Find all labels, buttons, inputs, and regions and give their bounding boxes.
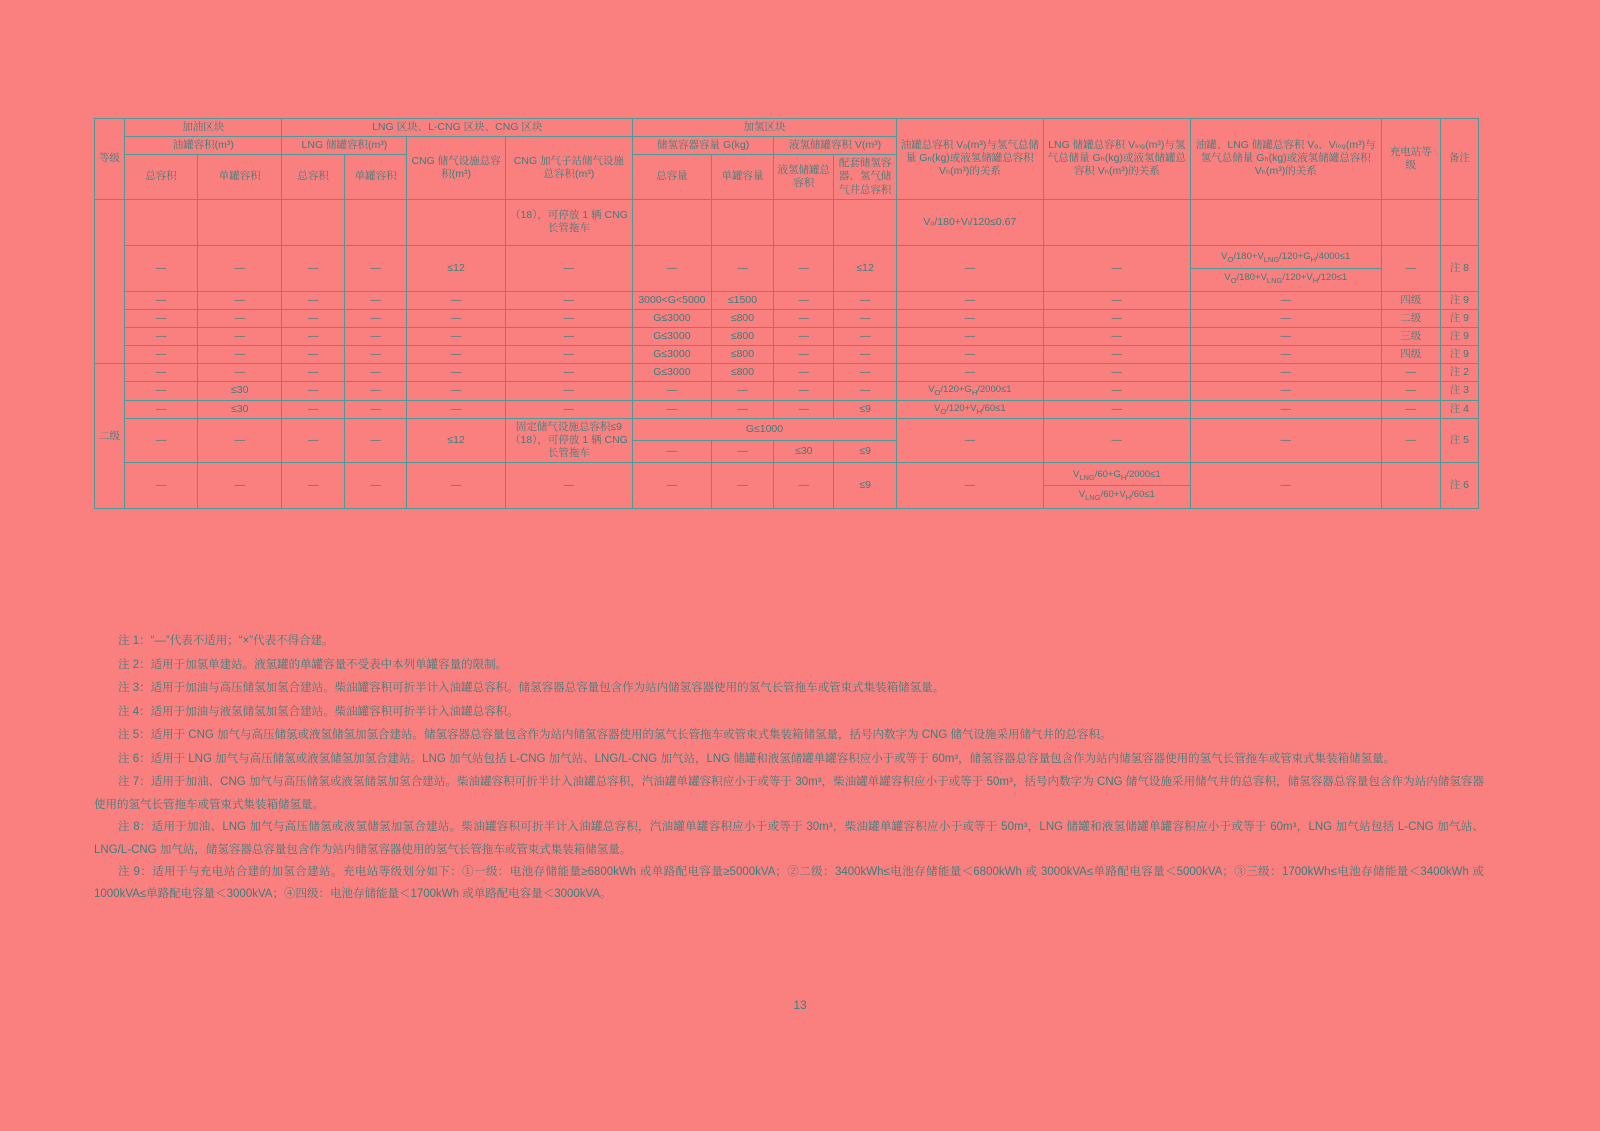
- table-row: [95, 245, 1479, 291]
- cell-h-single: [711, 199, 773, 245]
- cell-oil-total: —: [125, 346, 198, 364]
- cell-oil-total: —: [125, 245, 198, 291]
- cell-lng-total: —: [282, 346, 344, 364]
- cell-charging-grade: —: [1381, 364, 1440, 382]
- cell-lh-total-2: ≤30: [774, 440, 834, 462]
- cell-rel-lng-line1: $V_{LNG}/60+G_H/2000\le 1$: [1044, 466, 1190, 486]
- note-item: 注 2：适用于加氢单建站。液氢罐的单罐容量不受表中本列单罐容量的限制。: [118, 658, 508, 671]
- header-hydrogen-total: 总容量: [633, 155, 712, 199]
- header-group-gas: LNG 区块、L-CNG 区块、CNG 区块: [282, 119, 633, 137]
- cell-oil-single: ≤30: [197, 382, 281, 400]
- cell-lng-total: —: [282, 382, 344, 400]
- cell-h-single: ≤800: [711, 309, 773, 327]
- cell-lng-single: —: [344, 245, 406, 291]
- cell-lh-total: —: [774, 327, 834, 345]
- cell-cng-sub: —: [505, 346, 632, 364]
- header-hydrogen-single: 单罐容量: [711, 155, 773, 199]
- cell-lng-single: —: [344, 291, 406, 309]
- cell-lh-aux: ≤9: [834, 400, 896, 418]
- cell-oil-single: —: [197, 327, 281, 345]
- cell-rel-oil: —: [896, 327, 1043, 345]
- cell-rel-oil: Vₒ/180+Vₗ/120≤0.67: [896, 199, 1043, 245]
- cell-charging-grade: —: [1381, 245, 1440, 291]
- cell-rel-all-line1: $V_O/180+V_{LNG}/120+G_H/4000\le 1$: [1191, 248, 1381, 268]
- note-item: 注 8：适用于加油、LNG 加气与高压储氢或液氢储氢加氢合建站。柴油罐容积可折半计入油罐总容积，汽油罐单罐容积应小于或等于 30m³，柴油罐单罐容积应小于或等于 50m³，LNG 储罐和液氢储罐单罐容积应小于或等于 60m³，LNG 加气站包括 L-CNG 加气站、LNG/L-CNG 加气站，储氢容器总容量包含作为站内储氢容器使用的氢气长管拖车或管束式集装箱储氢量。: [94, 821, 1484, 856]
- table-row: [95, 291, 1479, 309]
- note-item: 注 5：适用于 CNG 加气与高压储氢或液氢储氢加氢合建站。储氢容器总容量包含作为站内储氢容器使用的氢气长管拖车或管束式集装箱储氢量，括号内数字为 CNG 储气设施采用储气井的总容积。: [118, 729, 1112, 742]
- cell-lng-single: —: [344, 400, 406, 418]
- cell-oil-total: —: [125, 309, 198, 327]
- table-row: [95, 418, 1479, 440]
- cell-charging-grade: 二级: [1381, 309, 1440, 327]
- cell-h-total-2: —: [633, 440, 712, 462]
- cell-rel-lng: [1043, 199, 1190, 245]
- cell-lh-aux: —: [834, 291, 896, 309]
- header-rel-lng-hydrogen: LNG 储罐总容积 Vₗₙ₉(m³)与氢气总储量 Gₕ(kg)或液氢储罐总容积 Vₕ(m³)的关系: [1043, 119, 1190, 200]
- cell-oil-single: —: [197, 245, 281, 291]
- cell-cng-station: —: [407, 400, 505, 418]
- cell-remark: 注 5: [1440, 418, 1478, 462]
- cell-cng-sub: —: [505, 463, 632, 509]
- table-row: [95, 309, 1479, 327]
- cell-rel-oil: —: [896, 463, 1043, 509]
- cell-cng-station: [407, 199, 505, 245]
- cell-h-total: G≤3000: [633, 364, 712, 382]
- cell-lng-single: [344, 199, 406, 245]
- cell-remark: 注 2: [1440, 364, 1478, 382]
- spec-table-wrapper: [94, 118, 1479, 509]
- cell-remark: 注 9: [1440, 291, 1478, 309]
- cell-lh-aux: —: [834, 346, 896, 364]
- cell-remark: [1440, 199, 1478, 245]
- cell-rel-all-line2: $V_O/180+V_{LNG}/120+V_H/120\le 1$: [1224, 271, 1348, 285]
- header-remark: 备注: [1440, 119, 1478, 200]
- header-oil-total: 总容积: [125, 155, 198, 199]
- table-row: [95, 327, 1479, 345]
- cell-charging-grade: [1381, 463, 1440, 509]
- cell-h-total: —: [633, 245, 712, 291]
- cell-rel-all: —: [1190, 418, 1381, 462]
- cell-cng-station: —: [407, 346, 505, 364]
- header-lng-single: 单罐容积: [344, 155, 406, 199]
- cell-h-single-2: —: [711, 440, 773, 462]
- cell-charging-grade: —: [1381, 418, 1440, 462]
- cell-oil-single: —: [197, 346, 281, 364]
- cell-charging-grade: —: [1381, 400, 1440, 418]
- cell-rel-all: —: [1190, 291, 1381, 309]
- cell-rel-all: —: [1190, 400, 1381, 418]
- table-row: [95, 382, 1479, 400]
- header-oil-single: 单罐容积: [197, 155, 281, 199]
- cell-lh-total: —: [774, 463, 834, 509]
- header-group-hydrogen: 加氢区块: [633, 119, 897, 137]
- cell-lh-total: —: [774, 400, 834, 418]
- cell-lng-total: —: [282, 463, 344, 509]
- cell-charging-grade: 三级: [1381, 327, 1440, 345]
- cell-oil-single: [197, 199, 281, 245]
- cell-rel-lng: —: [1043, 364, 1190, 382]
- cell-oil-single: ≤30: [197, 400, 281, 418]
- cell-cng-sub: —: [505, 309, 632, 327]
- cell-oil-total: —: [125, 418, 198, 462]
- cell-rel-lng: —: [1043, 245, 1190, 291]
- note-item: 注 9：适用于与充电站合建的加氢合建站。充电站等级划分如下：①一级：电池存储能量≥6800kWh 或单路配电容量≥5000kVA；②二级：3400kWh≤电池存储能量＜6800kWh 或 3000kVA≤单路配电容量＜5000kVA；③三级：1700kWh≤电池存储能量＜3400kWh 或 1000kVA≤单路配电容量＜3000kVA；④四级：电池存储能量＜1700kWh 或单路配电容量＜3000kVA。: [94, 866, 1484, 901]
- cell-lh-total: —: [774, 245, 834, 291]
- header-hydrogen-container: 储氢容器容量 G(kg): [633, 137, 774, 155]
- cell-rel-all: —: [1190, 327, 1381, 345]
- cell-lh-aux: —: [834, 364, 896, 382]
- cell-lng-single: —: [344, 327, 406, 345]
- station-spec-table: [94, 118, 1479, 509]
- cell-rel-lng: —: [1043, 346, 1190, 364]
- cell-remark: 注 9: [1440, 346, 1478, 364]
- note-item: 注 6：适用于 LNG 加气与高压储氢或液氢储氢加氢合建站。LNG 加气站包括 L-CNG 加气站、LNG/L-CNG 加气站，LNG 储罐和液氢储罐单罐容积应小于或等于 60m³，储氢容器总容量包含作为站内储氢容器使用的氢气长管拖车或管束式集装箱储氢量。: [118, 752, 1396, 765]
- cell-lng-total: —: [282, 364, 344, 382]
- cell-oil-total: —: [125, 291, 198, 309]
- cell-lh-total: —: [774, 309, 834, 327]
- cell-rel-lng: —: [1043, 382, 1190, 400]
- header-cng-station-volume: CNG 储气设施总容积(m³): [407, 137, 505, 200]
- cell-lh-aux-2: ≤9: [834, 440, 896, 462]
- cell-oil-single: —: [197, 291, 281, 309]
- cell-lng-single: —: [344, 463, 406, 509]
- cell-h-total: G≤3000: [633, 309, 712, 327]
- cell-cng-station: —: [407, 291, 505, 309]
- cell-lh-aux: —: [834, 327, 896, 345]
- cell-h-total: —: [633, 382, 712, 400]
- cell-lh-aux: ≤12: [834, 245, 896, 291]
- cell-h-total: 3000<G<5000: [633, 291, 712, 309]
- cell-lh-total: [774, 199, 834, 245]
- cell-cng-sub: 固定储气设施总容积≤9（18），可停放 1 辆 CNG 长管拖车: [505, 418, 632, 462]
- cell-cng-sub: —: [505, 245, 632, 291]
- cell-rel-lng: —: [1043, 291, 1190, 309]
- cell-rel-all: [1190, 245, 1381, 291]
- cell-lh-total: —: [774, 291, 834, 309]
- header-lh-aux: 配套储氢容器、氢气储气井总容积: [834, 155, 896, 199]
- cell-rel-all: —: [1190, 382, 1381, 400]
- cell-rel-all: [1190, 199, 1381, 245]
- header-oil-tank-volume: 油罐容积(m³): [125, 137, 282, 155]
- cell-lng-total: —: [282, 245, 344, 291]
- cell-lng-single: —: [344, 382, 406, 400]
- cell-oil-total: —: [125, 400, 198, 418]
- cell-lh-aux: [834, 199, 896, 245]
- cell-oil-single: —: [197, 418, 281, 462]
- cell-cng-sub: （18），可停放 1 辆 CNG 长管拖车: [505, 199, 632, 245]
- cell-oil-single: —: [197, 364, 281, 382]
- cell-oil-total: —: [125, 463, 198, 509]
- cell-oil-single: —: [197, 309, 281, 327]
- header-lng-tank-volume: LNG 储罐容积(m³): [282, 137, 407, 155]
- cell-rel-lng: —: [1043, 327, 1190, 345]
- cell-cng-sub: —: [505, 291, 632, 309]
- cell-h-total: —: [633, 400, 712, 418]
- cell-lng-single: —: [344, 418, 406, 462]
- cell-rel-oil: —: [896, 418, 1043, 462]
- cell-h-total: G≤1000: [633, 418, 897, 440]
- cell-h-total: G≤3000: [633, 346, 712, 364]
- cell-charging-grade: —: [1381, 382, 1440, 400]
- table-row: [95, 346, 1479, 364]
- cell-charging-grade: [1381, 199, 1440, 245]
- cell-rel-oil: $V_O/120+V_H/60\le 1$: [896, 400, 1043, 418]
- grade-cell-level2: 二级: [95, 364, 125, 509]
- cell-h-single: —: [711, 245, 773, 291]
- table-body: [95, 199, 1479, 509]
- cell-cng-station: ≤12: [407, 418, 505, 462]
- cell-h-single: —: [711, 400, 773, 418]
- cell-oil-total: —: [125, 364, 198, 382]
- header-charging-grade: 充电站等级: [1381, 119, 1440, 200]
- header-lng-total: 总容积: [282, 155, 344, 199]
- cell-h-single: —: [711, 382, 773, 400]
- cell-remark: 注 9: [1440, 309, 1478, 327]
- cell-remark: 注 8: [1440, 245, 1478, 291]
- cell-h-single: ≤800: [711, 327, 773, 345]
- cell-rel-all: —: [1190, 463, 1381, 509]
- cell-rel-oil: —: [896, 291, 1043, 309]
- cell-lh-aux: —: [834, 309, 896, 327]
- cell-remark: 注 3: [1440, 382, 1478, 400]
- cell-lng-total: —: [282, 291, 344, 309]
- cell-remark: 注 9: [1440, 327, 1478, 345]
- cell-rel-oil: —: [896, 309, 1043, 327]
- cell-cng-station: ≤12: [407, 245, 505, 291]
- table-row: [95, 199, 1479, 245]
- cell-rel-all: —: [1190, 309, 1381, 327]
- cell-cng-station: —: [407, 463, 505, 509]
- note-item: 注 4：适用于加油与液氢储氢加氢合建站。柴油罐容积可折半计入油罐总容积。: [118, 705, 519, 718]
- cell-rel-oil: —: [896, 346, 1043, 364]
- cell-cng-sub: —: [505, 400, 632, 418]
- cell-rel-lng: [1043, 463, 1190, 509]
- cell-h-single: ≤800: [711, 346, 773, 364]
- page-number: 13: [793, 998, 807, 1012]
- cell-oil-total: —: [125, 382, 198, 400]
- cell-lng-total: —: [282, 309, 344, 327]
- cell-lng-single: —: [344, 346, 406, 364]
- cell-h-single: —: [711, 463, 773, 509]
- cell-lh-total: —: [774, 346, 834, 364]
- cell-rel-lng: —: [1043, 418, 1190, 462]
- cell-h-single: ≤800: [711, 364, 773, 382]
- cell-remark: 注 6: [1440, 463, 1478, 509]
- header-cng-substation-volume: CNG 加气子站储气设施总容积(m³): [505, 137, 632, 200]
- note-item: 注 3：适用于加油与高压储氢加氢合建站。柴油罐容积可折半计入油罐总容积。储氢容器总容量包含作为站内储氢容器使用的氢气长管拖车或管束式集装箱储氢量。: [118, 682, 945, 695]
- cell-rel-oil: $V_O/120+G_H/2000\le 1$: [896, 382, 1043, 400]
- table-row: [95, 463, 1479, 509]
- cell-lh-total: —: [774, 382, 834, 400]
- header-grade: 等级: [95, 119, 125, 200]
- cell-remark: 注 4: [1440, 400, 1478, 418]
- cell-rel-lng: —: [1043, 400, 1190, 418]
- cell-h-total: [633, 199, 712, 245]
- cell-charging-grade: 四级: [1381, 346, 1440, 364]
- cell-lh-total: —: [774, 364, 834, 382]
- cell-charging-grade: 四级: [1381, 291, 1440, 309]
- cell-lh-aux: —: [834, 382, 896, 400]
- cell-rel-lng: —: [1043, 309, 1190, 327]
- cell-lng-single: —: [344, 364, 406, 382]
- cell-oil-total: [125, 199, 198, 245]
- cell-lng-total: —: [282, 418, 344, 462]
- table-header-row-group: [95, 119, 1479, 137]
- cell-h-total: —: [633, 463, 712, 509]
- note-item: 注 7：适用于加油、CNG 加气与高压储氢或液氢储氢加氢合建站。柴油罐容积可折半计入油罐总容积，汽油罐单罐容积应小于或等于 30m³，柴油罐单罐容积应小于或等于 50m³，括号内数字为 CNG 储气设施采用储气井的总容积，储氢容器总容量包含作为站内储氢容器使用的氢气长管拖车或管束式集装箱储氢量。: [94, 776, 1484, 811]
- cell-lng-total: —: [282, 327, 344, 345]
- header-rel-all: 油罐、LNG 储罐总容积 Vₒ、Vₗₙ₉(m³)与氢气总储量 Gₕ(kg)或液氢储罐总容积 Vₕ(m³)的关系: [1190, 119, 1381, 200]
- cell-h-single: ≤1500: [711, 291, 773, 309]
- grade-cell-top: [95, 199, 125, 364]
- cell-cng-station: —: [407, 382, 505, 400]
- header-liquid-hydrogen-volume: 液氢储罐容积 V(m³): [774, 137, 897, 155]
- cell-rel-lng-line2: $V_{LNG}/60+V_H/60\le 1$: [1078, 489, 1155, 503]
- header-rel-oil-hydrogen: 油罐总容积 Vₒ(m³)与氢气总储量 Gₕ(kg)或液氢储罐总容积 Vₕ(m³)的关系: [896, 119, 1043, 200]
- cell-oil-total: —: [125, 327, 198, 345]
- cell-lng-total: —: [282, 400, 344, 418]
- cell-lng-total: [282, 199, 344, 245]
- cell-rel-all: —: [1190, 346, 1381, 364]
- cell-cng-station: —: [407, 309, 505, 327]
- cell-lh-aux: ≤9: [834, 463, 896, 509]
- cell-rel-oil: —: [896, 364, 1043, 382]
- header-group-refuel: 加油区块: [125, 119, 282, 137]
- note-item: 注 1：“—”代表不适用；“×”代表不得合建。: [118, 635, 334, 647]
- cell-cng-sub: —: [505, 364, 632, 382]
- cell-cng-station: —: [407, 364, 505, 382]
- cell-rel-oil: —: [896, 245, 1043, 291]
- header-lh-total: 液氢储罐总容积: [774, 155, 834, 199]
- cell-oil-single: —: [197, 463, 281, 509]
- cell-rel-all: —: [1190, 364, 1381, 382]
- notes-block: [94, 630, 1484, 906]
- cell-cng-sub: —: [505, 382, 632, 400]
- table-row: [95, 400, 1479, 418]
- cell-cng-sub: —: [505, 327, 632, 345]
- cell-cng-station: —: [407, 327, 505, 345]
- table-row: [95, 364, 1479, 382]
- cell-lng-single: —: [344, 309, 406, 327]
- cell-h-total: G≤3000: [633, 327, 712, 345]
